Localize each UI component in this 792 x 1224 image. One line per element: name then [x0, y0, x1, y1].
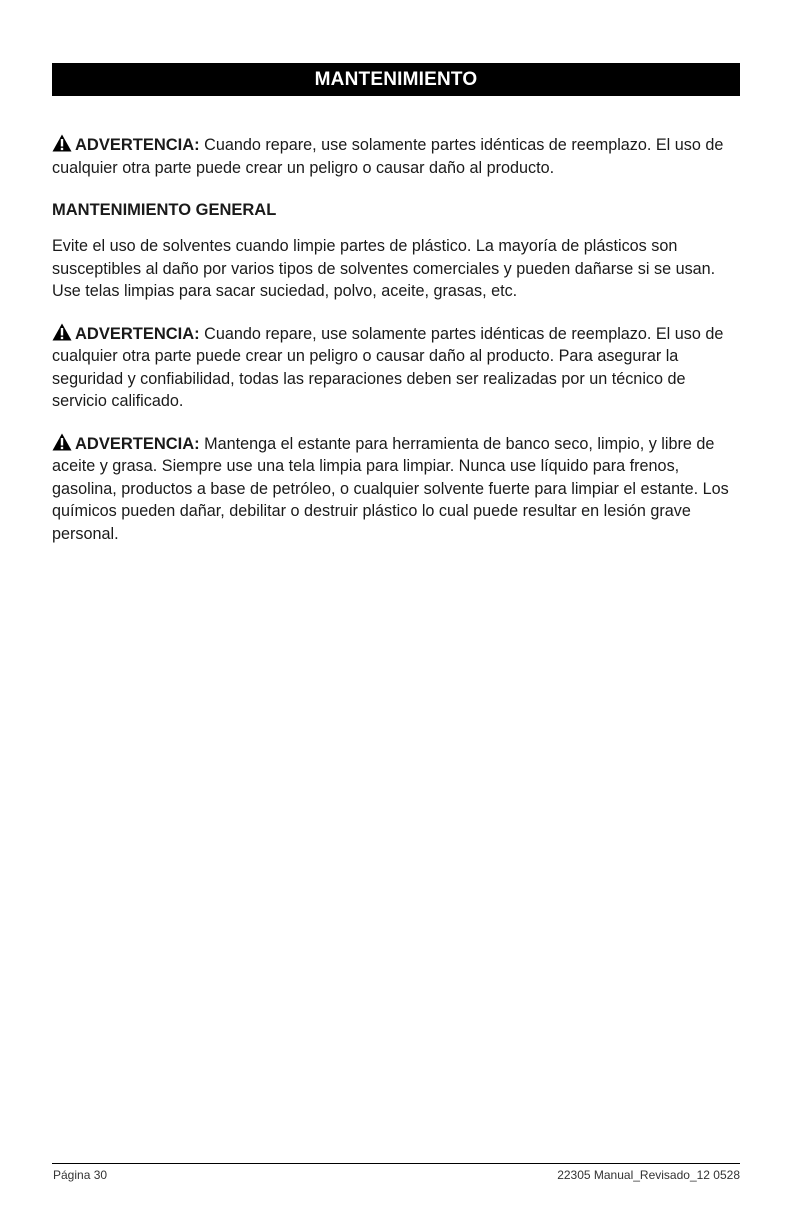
page-title: MANTENIMIENTO: [52, 63, 740, 96]
warning-text: Cuando repare, use solamente partes idénticas de reemplazo. El uso de cualquier otra parte puede crear un peligro o causar daño al producto. Para asegurar la seguridad y confiabilidad, todas las reparaciones deben ser realizadas por un técnico de servicio calificado.: [52, 324, 724, 410]
warning-text: Mantenga el estante para herramienta de banco seco, limpio, y libre de aceite y grasa. Siempre use una tela limpia para limpiar. Nunca use líquido para frenos, gasolina, productos a base de petróleo, o cualquier solvente fuerte para limpiar el estante. Los químicos pueden dañar, debilitar o destruir plástico lo cual puede resultar en lesión grave personal.: [52, 434, 729, 543]
warning-triangle-icon: [52, 433, 72, 451]
section-heading: MANTENIMIENTO GENERAL: [52, 201, 277, 219]
warning-triangle-icon: [52, 323, 72, 341]
warning-triangle-icon: [52, 134, 72, 152]
warning-paragraph-3: [52, 433, 740, 546]
page-content: [52, 134, 740, 545]
footer-divider: [52, 1163, 740, 1164]
footer-document-id: 22305 Manual_Revisado_12 0528: [557, 1168, 740, 1182]
general-maintenance-paragraph: Evite el uso de solventes cuando limpie partes de plástico. La mayoría de plásticos son susceptibles al daño por varios tipos de solventes comerciales y pueden dañarse si se usan. Use telas limpias para sacar suciedad, polvo, aceite, grasas, etc.: [52, 237, 716, 300]
warning-label: ADVERTENCIA:: [75, 434, 200, 453]
warning-paragraph-2: [52, 323, 740, 413]
warning-label: ADVERTENCIA:: [75, 136, 200, 154]
warning-paragraph-1: [52, 134, 740, 179]
footer-page-number: Página 30: [53, 1168, 108, 1182]
warning-text: Cuando repare, use solamente partes idénticas de reemplazo. El uso de cualquier otra parte puede crear un peligro o causar daño al producto.: [52, 136, 724, 177]
warning-label: ADVERTENCIA:: [75, 324, 200, 343]
